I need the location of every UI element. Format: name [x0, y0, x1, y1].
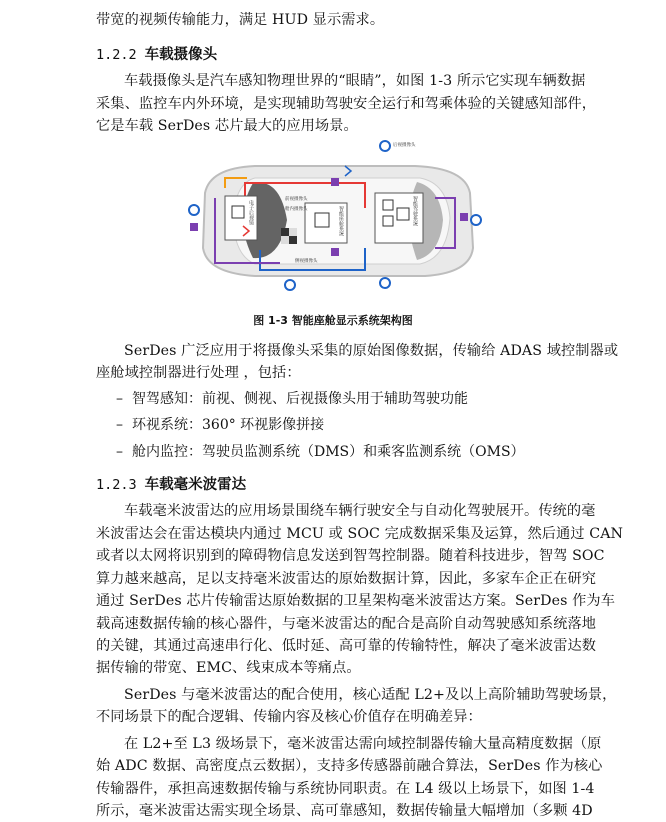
architecture-figure — [185, 138, 485, 298]
list-item-text: 智驾感知：前视、侧视、后视摄像头用于辅助驾驶功能 — [132, 391, 468, 407]
text-line: 算力越来越高，足以支持毫米波雷达的原始数据计算，因此，多家车企正在研究 — [96, 571, 597, 587]
text-line: SerDes 广泛应用于将摄像头采集的原始图像数据，传输给 ADAS 域控制器或 — [124, 343, 619, 359]
text-line: 所示，毫米波雷达需实现全场景、高可靠感知，数据传输量大幅增加（多颗 4D — [96, 803, 593, 819]
section-heading-1-2-3 — [96, 474, 246, 496]
text-line: 始 ADC 数据、高密度点云数据），支持多传感器前融合算法，SerDes 作为核心 — [96, 758, 603, 774]
section-title: 车载毫米波雷达 — [144, 477, 247, 493]
front-cam-label: 前视摄像头 — [285, 197, 308, 202]
camera-icon-left — [189, 205, 199, 215]
section-heading-1-2-2 — [96, 44, 217, 66]
top-cam-label: 后视摄像头 — [393, 143, 416, 148]
text-line: 或者以太网将识别到的障碍物信息发送到智驾控制器。随着科技进步，智驾 SOC — [96, 548, 605, 564]
text-line: 它是车载 SerDes 芯片最大的应用场景。 — [96, 118, 358, 134]
text-line: SerDes 与毫米波雷达的配合使用，核心适配 L2+及以上高阶辅助驾驶场景， — [124, 687, 617, 703]
mid-box-label: 智能座舱系统 — [338, 206, 344, 236]
section-number: 1.2.2 — [96, 47, 137, 63]
right-box-label: 智能驾驶系统 — [412, 196, 418, 226]
cabin-cam-label: 舱内摄像头 — [285, 207, 308, 212]
text-line: 采集、监控车内外环境，是实现辅助驾驶安全运行和驾乘体验的关键感知部件， — [96, 96, 597, 112]
text-line: 据传输的带宽、EMC、线束成本等痛点。 — [96, 660, 361, 676]
list-item — [116, 441, 525, 463]
list-item-text: 环视系统：360° 环视影像拼接 — [132, 417, 325, 433]
list-item — [116, 388, 468, 410]
left-box-label: 电子后视镜 — [248, 200, 254, 225]
section-number: 1.2.3 — [96, 477, 137, 493]
text-line: 不同场景下的配合逻辑、传输内容及核心价值存在明确差异： — [96, 709, 482, 725]
text-line: 座舱域控制器进行处理 ，包括： — [96, 365, 301, 381]
text-line: 的关键，其通过高速串行化、低时延、高可靠的传输特性，解决了毫米波雷达数 — [96, 638, 597, 654]
section-title: 车载摄像头 — [144, 47, 218, 63]
figure-caption: 图 1-3 智能座舱显示系统架构图 — [253, 314, 413, 327]
list-item-text: 舱内监控：驾驶员监测系统（DMS）和乘客监测系统（OMS） — [132, 444, 525, 460]
list-item — [116, 414, 324, 436]
bullet-dash: – — [116, 417, 123, 433]
text-line: 米波雷达会在雷达模块内通过 MCU 或 SOC 完成数据采集及运算，然后通过 CAN — [96, 526, 624, 542]
text-line: 传输器件，承担高速数据传输与系统协同职责。在 L4 级以上场景下，如图 1-4 — [96, 781, 595, 797]
text-line: 在 L2+至 L3 级场景下，毫米波雷达需向域控制器传输大量高精度数据（原 — [124, 736, 602, 752]
bullet-dash: – — [116, 444, 123, 460]
text-line: 通过 SerDes 芯片传输雷达原始数据的卫星架构毫米波雷达方案。SerDes 作为车 — [96, 593, 615, 609]
text-line: 车载摄像头是汽车感知物理世界的“眼睛”，如图 1-3 所示它实现车辆数据 — [124, 73, 586, 89]
text-line: 载高速数据传输的核心器件，与毫米波雷达的配合是高阶自动驾驶感知系统落地 — [96, 616, 597, 632]
text-line: 带宽的视频传输能力，满足 HUD 显示需求。 — [96, 12, 385, 28]
bullet-dash: – — [116, 391, 123, 407]
camera-icon-top — [380, 141, 416, 151]
camera-icon-right — [471, 215, 481, 225]
side-cam-label: 侧视摄像头 — [295, 259, 318, 264]
text-line: 车载毫米波雷达的应用场景围绕车辆行驶安全与自动化驾驶展开。传统的毫 — [124, 503, 596, 519]
